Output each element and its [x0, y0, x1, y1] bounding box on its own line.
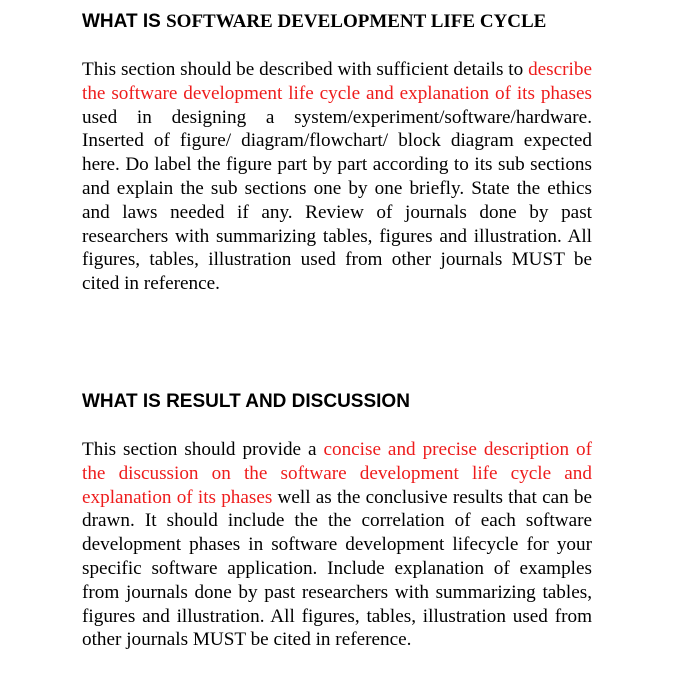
section-heading-results: WHAT IS RESULT AND DISCUSSION	[82, 391, 410, 412]
paragraph-text-end: well as the conclusive results that can be drawn. It should include the the correlation of each software development phases in software development lifecycle for your specific software application. Include explanation of examples from journals done by past researchers with summarizing tables, figures and illustration. All figures, tables, illustration used from other journals MUST be cited in reference.	[82, 486, 592, 651]
paragraph-text-end: used in designing a system/experiment/software/hardware. Inserted of figure/ diagram/flowchart/ block diagram expected here. Do label the figure part by part according to its sub sections and explain the sub sections one by one briefly. State the ethics and laws needed if any. Review of journals done by past researchers with summarizing tables, figures and illustration. All figures, tables, illustration used from other journals MUST be cited in reference.	[82, 106, 592, 295]
paragraph-text-start: This section should be described with sufficient details to	[82, 59, 529, 80]
paragraph-highlight: describe the software development life cycle and explanation of its phases	[82, 59, 592, 104]
paragraph-text-start: This section should provide a	[82, 439, 324, 460]
heading-prefix: WHAT IS	[82, 11, 167, 32]
paragraph-highlight: concise and precise description of the discussion on the software development life cycle and explanation of its phases	[82, 439, 593, 508]
heading-rest: SOFTWARE DEVELOPMENT LIFE CYCLE	[166, 11, 547, 32]
section-paragraph-sdlc	[82, 58, 592, 296]
section-heading-sdlc	[82, 10, 546, 34]
section-paragraph-results	[82, 438, 592, 652]
